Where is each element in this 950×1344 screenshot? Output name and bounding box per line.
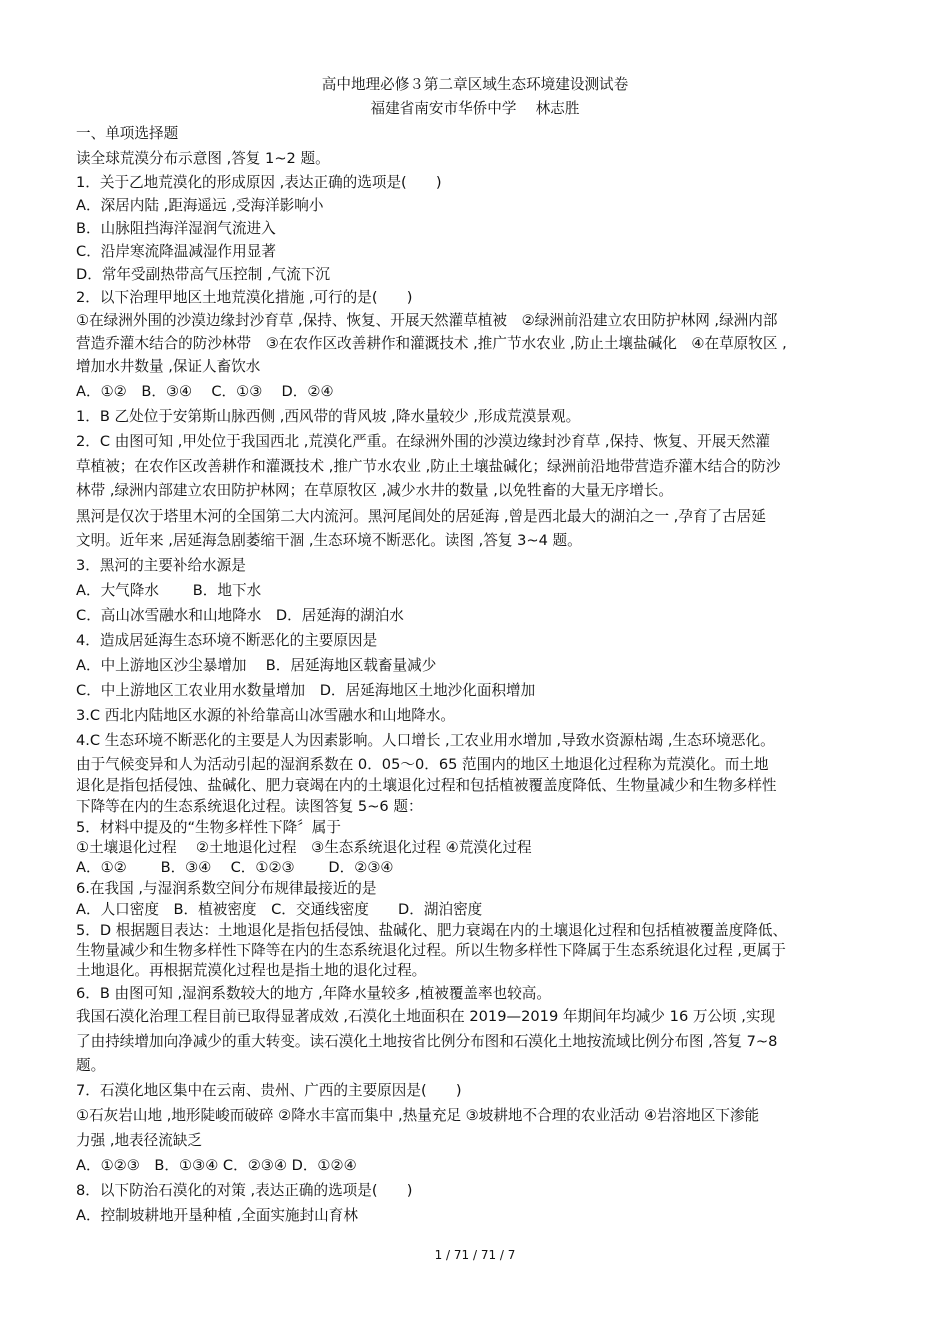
option-line: A．深居内陆 ,距海遥远 ,受海洋影响小 [76,197,324,214]
option-line: A．控制坡耕地开垦种植 ,全面实施封山育林 [76,1207,358,1224]
text-line: 草植被；在农作区改善耕作和灌溉技术 ,推广节水农业 ,防止土壤盐碱化；绿洲前沿地带营造乔灌木结合的防沙 [76,458,781,475]
page-number: 1 / 71 / 71 / 7 [434,1248,516,1262]
question-1: 1．关于乙地荒漠化的形成原因 ,表达正确的选项是( ) [76,174,442,191]
passage-line: 由于气候变异和人为活动引起的湿润系数在 0．05～0．65 范围内的地区土地退化过程称为荒漠化。而土地 [76,756,769,773]
option-line: D．常年受副热带高气压控制 ,气流下沉 [76,266,331,283]
text-line: ①石灰岩山地 ,地形陡峻而破碎 ②降水丰富而集中 ,热量充足 ③坡耕地不合理的农业活动 ④岩溶地区下渗能 [76,1107,760,1124]
option-line: A．①② B．③④ C．①②③ D．②③④ [76,859,394,876]
passage-line: 我国石漠化治理工程目前已取得显著成效 ,石漠化土地面积在 2019—2019 年期间年均减少 16 万公顷 ,实现 [76,1008,776,1025]
question-6: 6.在我国 ,与湿润系数空间分布规律最接近的是 [76,880,377,897]
question-5: 5．材料中提及的“生物多样性下降〞属于 [76,819,341,836]
question-3: 3．黑河的主要补给水源是 [76,557,246,574]
reading-instruction: 读全球荒漠分布示意图 ,答复 1~2 题。 [76,150,330,167]
answer-line: 1．B 乙处位于安第斯山脉西侧 ,西风带的背风坡 ,降水量较少 ,形成荒漠景观。 [76,408,581,425]
option-line: A．①②③ B．①③④ C．②③④ D．①②④ [76,1157,357,1174]
question-2: 2．以下治理甲地区土地荒漠化措施 ,可行的是( ) [76,289,413,306]
passage-line: 文明。近年来 ,居延海急剧萎缩干涸 ,生态环境不断恶化。读图 ,答复 3~4 题。 [76,532,582,549]
option-line: C．沿岸寒流降温减湿作用显著 [76,243,276,260]
answer-line: 3.C 西北内陆地区水源的补给靠高山冰雪融水和山地降水。 [76,707,456,724]
text-line: 增加水井数量 ,保证人畜饮水 [76,358,261,375]
passage-line: 退化是指包括侵蚀、盐碱化、肥力衰竭在内的土壤退化过程和包括植被覆盖度降低、生物量减少和生物多样性 [76,777,777,794]
text-line: 土地退化。再根据荒漠化过程也是指土地的退化过程。 [76,962,427,979]
text-line: 生物量减少和生物多样性下降等在内的生态系统退化过程。所以生物多样性下降属于生态系统退化过程 ,更属于 [76,942,786,959]
answer-line: 4.C 生态环境不断恶化的主要是人为因素影响。人口增长 ,工农业用水增加 ,导致水资源枯竭 ,生态环境恶化。 [76,732,775,749]
document-title: 高中地理必修３第二章区域生态环境建设测试卷 [321,76,629,93]
text-line: ①在绿洲外围的沙漠边缘封沙育草 ,保持、恢复、开展天然灌草植被 ②绿洲前沿建立农田防护林网 ,绿洲内部 [76,312,778,329]
option-line: A．大气降水 B．地下水 [76,582,262,599]
option-line: C．中上游地区工农业用水数量增加 D．居延海地区土地沙化面积增加 [76,682,536,699]
answer-line: 2．C 由图可知 ,甲处位于我国西北 ,荒漠化严重。在绿洲外围的沙漠边缘封沙育草 ,保持、恢复、开展天然灌 [76,433,771,450]
option-line: C．高山冰雪融水和山地降水 D．居延海的湖泊水 [76,607,404,624]
option-line: A．人口密度 B．植被密度 C．交通线密度 D．湖泊密度 [76,901,483,918]
text-line: 营造乔灌木结合的防沙林带 ③在农作区改善耕作和灌溉技术 ,推广节水农业 ,防止土壤盐碱化 ④在草原牧区 , [76,335,787,352]
option-line: ①土壤退化过程 ②土地退化过程 ③生态系统退化过程 ④荒漠化过程 [76,839,532,856]
passage-line: 下降等在内的生态系统退化过程。读图答复 5~6 题： [76,798,423,815]
question-8: 8．以下防治石漠化的对策 ,表达正确的选项是( ) [76,1182,413,1199]
passage-line: 题。 [76,1057,106,1074]
question-7: 7．石漠化地区集中在云南、贵州、广西的主要原因是( ) [76,1082,462,1099]
option-line: A．中上游地区沙尘暴增加 B．居延海地区载畜量减少 [76,657,437,674]
question-4: 4．造成居延海生态环境不断恶化的主要原因是 [76,632,378,649]
answer-line: 6．B 由图可知 ,湿润系数较大的地方 ,年降水量较多 ,植被覆盖率也较高。 [76,985,551,1002]
section-heading: 一、单项选择题 [76,125,179,142]
text-line: 林带 ,绿洲内部建立农田防护林网；在草原牧区 ,减少水井的数量 ,以免牲畜的大量无序增长。 [76,482,673,499]
passage-line: 黑河是仅次于塔里木河的全国第二大内流河。黑河尾闾处的居延海 ,曾是西北最大的湖泊之一 ,孕育了古居延 [76,508,766,525]
document-author: 福建省南安市华侨中学 林志胜 [370,100,580,117]
option-line: A．①② B．③④ C．①③ D．②④ [76,383,334,400]
option-line: B．山脉阻挡海洋湿润气流进入 [76,220,276,237]
passage-line: 了由持续增加向净减少的重大转变。读石漠化土地按省比例分布图和石漠化土地按流域比例分布图 ,答复 7~8 [76,1033,778,1050]
answer-line: 5．D 根据题目表达：土地退化是指包括侵蚀、盐碱化、肥力衰竭在内的土壤退化过程和包括植被覆盖度降低、 [76,922,788,939]
text-line: 力强 ,地表径流缺乏 [76,1132,203,1149]
